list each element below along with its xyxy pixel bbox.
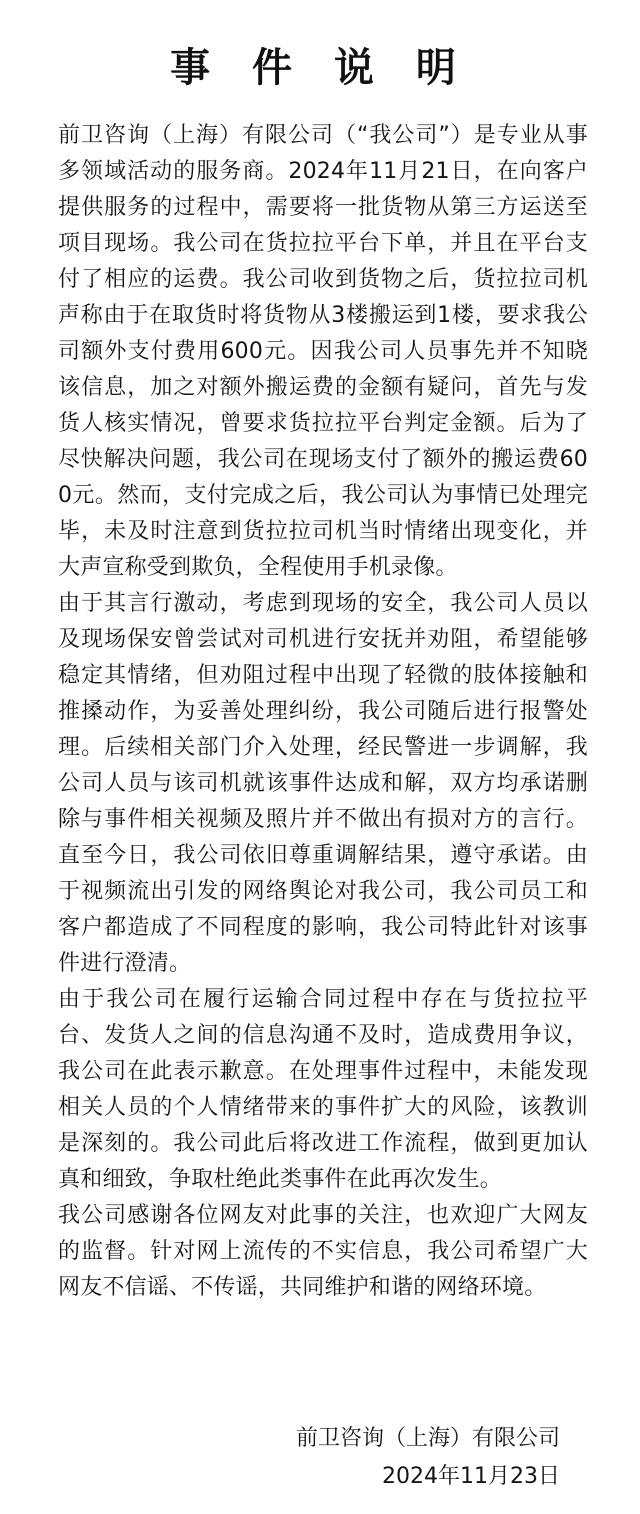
paragraph-2: 由于其言行激动，考虑到现场的安全，我公司人员以及现场保安曾尝试对司机进行安抚并劝阻，希望能够稳定其情绪，但劝阻过程中出现了轻微的肢体接触和推搡动作，为妥善处理纠纷，我公司随后进行报警处理。后续相关部门介入处理，经民警进一步调解，我公司人员与该司机就该事件达成和解，双方均承诺删除与事件相关视频及照片并不做出有损对方的言行。直至今日，我公司依旧尊重调解结果，遵守承诺。由于视频流出引发的网络舆论对我公司，我公司员工和客户都造成了不同程度的影响，我公司特此针对该事件进行澄清。 [58,591,588,976]
paragraph-4: 我公司感谢各位网友对此事的关注，也欢迎广大网友的监督。针对网上流传的不实信息，我公司希望广大网友不信谣、不传谣，共同维护和谐的网络环境。 [58,1203,588,1300]
paragraph-1: 前卫咨询（上海）有限公司（“我公司”）是专业从事多领域活动的服务商。2024年11月21日，在向客户提供服务的过程中，需要将一批货物从第三方运送至项目现场。我公司在货拉拉平台下单，并且在平台支付了相应的运费。我公司收到货物之后，货拉拉司机声称由于在取货时将货物从3楼搬运到1楼，要求我公司额外支付费用600元。因我公司人员事先并不知晓该信息，加之对额外搬运费的金额有疑问，首先与发货人核实情况，曾要求货拉拉平台判定金额。后为了尽快解决问题，我公司在现场支付了额外的搬运费600元。然而，支付完成之后，我公司认为事情已处理完毕，未及时注意到货拉拉司机当时情绪出现变化，并大声宣称受到欺负，全程使用手机录像。 [58,123,588,580]
document-title: 事 件 说 明 [170,45,470,91]
signature-block [296,1420,560,1496]
signature-date: 2024年11月23日 [382,1464,560,1489]
paragraph-3: 由于我公司在履行运输合同过程中存在与货拉拉平台、发货人之间的信息沟通不及时，造成费用争议，我公司在此表示歉意。在处理事件过程中，未能发现相关人员的个人情绪带来的事件扩大的风险，该教训是深刻的。我公司此后将改进工作流程，做到更加认真和细致，争取杜绝此类事件在此再次发生。 [58,987,588,1192]
signature-company: 前卫咨询（上海）有限公司 [295,1426,560,1451]
document-body [58,118,588,1306]
